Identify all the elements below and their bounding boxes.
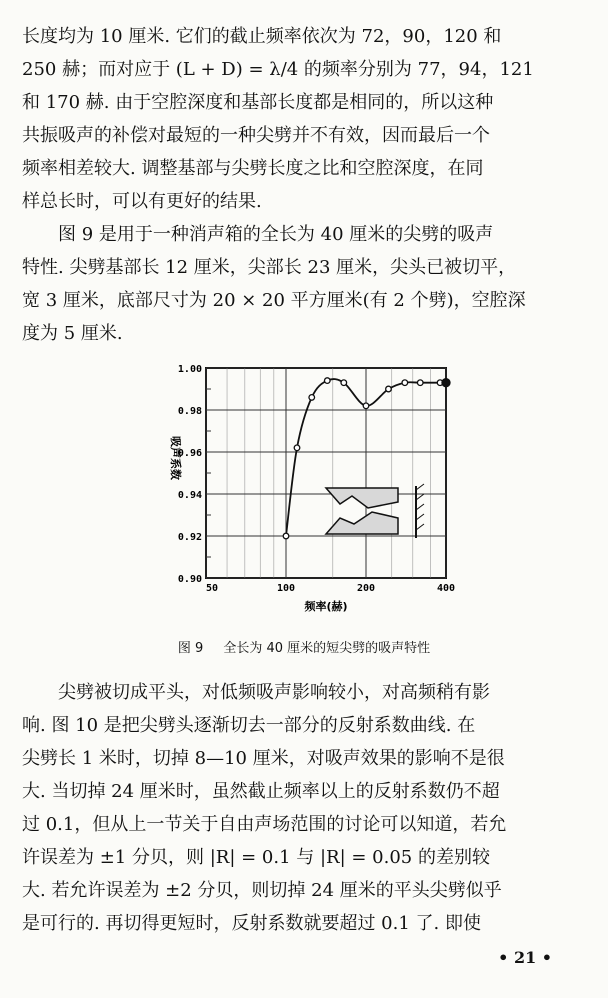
text-line: 250 赫；而对应于 (L + D) = λ/4 的频率分别为 77，94，121 bbox=[22, 59, 534, 80]
data-point bbox=[402, 380, 408, 386]
data-point bbox=[417, 380, 423, 386]
page-number: • 21 • bbox=[498, 948, 552, 967]
text-line: 共振吸声的补偿对最短的一种尖劈并不有效，因而最后一个 bbox=[22, 125, 490, 146]
x-tick-label: 200 bbox=[356, 583, 376, 594]
text-line: 长度均为 10 厘米. 它们的截止频率依次为 72，90，120 和 bbox=[22, 26, 502, 47]
wedge-upper bbox=[326, 488, 398, 508]
data-point bbox=[341, 380, 347, 386]
x-tick-label: 400 bbox=[436, 583, 456, 594]
figure-caption bbox=[0, 637, 608, 656]
y-tick-label: 0.96 bbox=[177, 448, 202, 459]
text-line: 大. 当切掉 24 厘米时，虽然截止频率以上的反射系数仍不超 bbox=[22, 781, 500, 802]
text-line: 尖劈被切成平头，对低频吸声影响较小，对高频稍有影 bbox=[58, 682, 490, 703]
y-tick-label: 0.90 bbox=[177, 574, 202, 585]
x-tick-label: 50 bbox=[206, 583, 219, 594]
paragraph-3 bbox=[22, 676, 584, 940]
paragraph-1 bbox=[22, 20, 584, 218]
text-line: 响. 图 10 是把尖劈头逐渐切去一部分的反射系数曲线. 在 bbox=[22, 715, 476, 736]
paragraph-2 bbox=[22, 218, 584, 350]
y-tick-label: 0.98 bbox=[177, 406, 202, 417]
text-line: 过 0.1，但从上一节关于自由声场范围的讨论可以知道，若允 bbox=[22, 814, 507, 835]
x-tick-label: 100 bbox=[276, 583, 296, 594]
text-line: 大. 若允许误差为 ±2 分贝，则切掉 24 厘米的平头尖劈似乎 bbox=[22, 880, 502, 901]
y-tick-label: 1.00 bbox=[177, 364, 202, 375]
data-point bbox=[283, 533, 289, 539]
data-point bbox=[442, 379, 450, 387]
text-line: 许误差为 ±1 分贝，则 |R| = 0.1 与 |R| = 0.05 的差别较 bbox=[22, 847, 490, 868]
data-point bbox=[363, 403, 369, 409]
plot-frame bbox=[206, 368, 446, 578]
wall-hatch bbox=[416, 484, 424, 530]
grid bbox=[206, 368, 446, 578]
x-axis-label: 频率(赫) bbox=[304, 600, 348, 613]
y-axis-label: 吸声系数 bbox=[169, 436, 182, 480]
wedge-diagram bbox=[326, 484, 424, 538]
y-tick-label: 0.94 bbox=[177, 490, 202, 501]
axis-ticks bbox=[178, 364, 455, 594]
figure-label: 图 9 bbox=[177, 641, 204, 656]
data-point bbox=[294, 445, 300, 451]
text-line: 是可行的. 再切得更短时，反射系数就要超过 0.1 了. 即使 bbox=[22, 913, 481, 934]
text-line: 宽 3 厘米，底部尺寸为 20 × 20 平方厘米(有 2 个劈)，空腔深 bbox=[22, 290, 526, 311]
text-line: 图 9 是用于一种消声箱的全长为 40 厘米的尖劈的吸声 bbox=[58, 224, 494, 245]
data-point bbox=[309, 395, 315, 401]
y-tick-label: 0.92 bbox=[177, 532, 202, 543]
text-line: 尖劈长 1 米时，切掉 8—10 厘米，对吸声效果的影响不是很 bbox=[22, 748, 505, 769]
absorption-chart bbox=[150, 358, 470, 618]
text-line: 度为 5 厘米. bbox=[22, 323, 123, 344]
figure-title: 全长为 40 厘米的短尖劈的吸声特性 bbox=[223, 641, 431, 656]
data-point bbox=[386, 386, 392, 392]
data-point bbox=[324, 378, 330, 384]
text-line: 频率相差较大. 调整基部与尖劈长度之比和空腔深度，在同 bbox=[22, 158, 484, 179]
data-points bbox=[283, 378, 450, 539]
text-line: 特性. 尖劈基部长 12 厘米，尖部长 23 厘米，尖头已被切平， bbox=[22, 257, 517, 278]
wedge-lower bbox=[326, 512, 398, 534]
text-line: 和 170 赫. 由于空腔深度和基部长度都是相同的，所以这种 bbox=[22, 92, 494, 113]
text-line: 样总长时，可以有更好的结果. bbox=[22, 191, 262, 212]
